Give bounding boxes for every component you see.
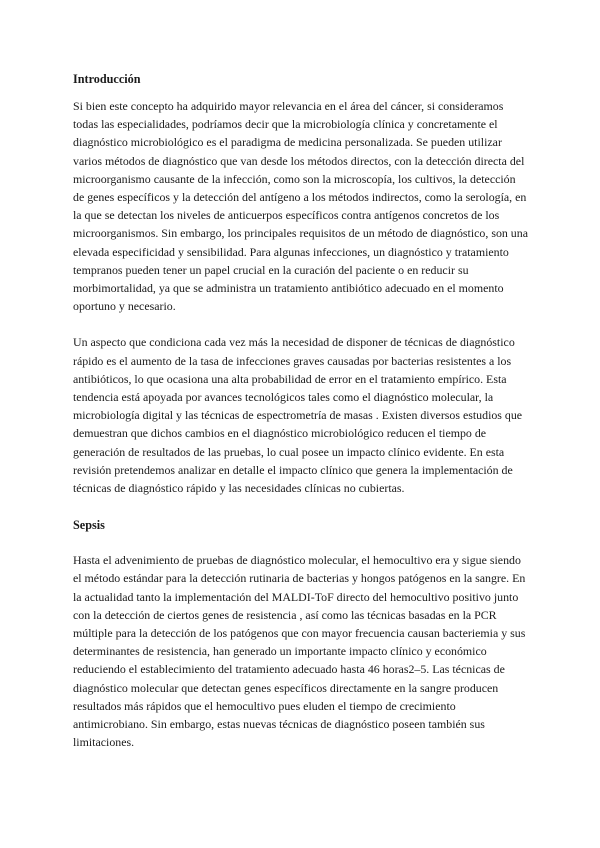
paragraph: Si bien este concepto ha adquirido mayor relevancia en el área del cáncer, si consideramos todas las especialidades, podríamos decir que la microbiología clínica y concretamente el diagnóstico microbiológico es el paradigma de medicina personalizada. Se pueden utilizar varios métodos de diagnóstico que van desde los métodos directos, con la detección directa del microorganismo causante de la infección, como son la microscopía, los cultivos, la detección de genes específicos y la detección del antígeno a los métodos indirectos, como la serología, en la que se detectan los niveles de anticuerpos específicos contra antígenos concretos de los microorganismos. Sin embargo, los principales requisitos de un método de diagnóstico, son una elevada especificidad y sensibilidad. Para algunas infecciones, un diagnóstico y tratamiento tempranos pueden tener un papel crucial en la curación del paciente o en reducir su morbimortalidad, ya que se administra un tratamiento antibiótico adecuado en el momento oportuno y necesario. <box>73 99 528 314</box>
section-heading-sepsis: Sepsis <box>73 518 105 533</box>
paragraph: Hasta el advenimiento de pruebas de diagnóstico molecular, el hemocultivo era y sigue siendo el método estándar para la detección rutinaria de bacterias y hongos patógenos en la sangre. En la actualidad tanto la implementación del MALDI-ToF directo del hemocultivo positivo junto con la detección de ciertos genes de resistencia , así como las técnicas basadas en la PCR múltiple para la detección de los patógenos que con mayor frecuencia causan bacteriemia y sus determinantes de resistencia, han generado un importante impacto clínico y económico reduciendo el establecimiento del tratamiento adecuado hasta 46 horas2–5. Las técnicas de diagnóstico molecular que detectan genes específicos directamente en la sangre producen resultados más rápidos que el hemocultivo pues eluden el tiempo de crecimiento antimicrobiano. Sin embargo, estas nuevas técnicas de diagnóstico poseen también sus limitaciones. <box>73 553 526 750</box>
paragraph: Un aspecto que condiciona cada vez más la necesidad de disponer de técnicas de diagnóstico rápido es el aumento de la tasa de infecciones graves causadas por bacterias resistentes a los antibióticos, lo que ocasiona una alta probabilidad de error en el tratamiento empírico. Esta tendencia está apoyada por avances tecnológicos tales como el diagnóstico molecular, la microbiología digital y las técnicas de espectrometría de masas . Existen diversos estudios que demuestran que dichos cambios en el diagnóstico microbiológico reducen el tiempo de generación de resultados de las pruebas, lo cual posee un impacto clínico evidente. En esta revisión pretendemos analizar en detalle el impacto clínico que genera la implementación de técnicas de diagnóstico rápido y las necesidades clínicas no cubiertas. <box>73 335 523 496</box>
section-heading-introduccion: Introducción <box>73 72 141 86</box>
document-page <box>73 70 529 752</box>
